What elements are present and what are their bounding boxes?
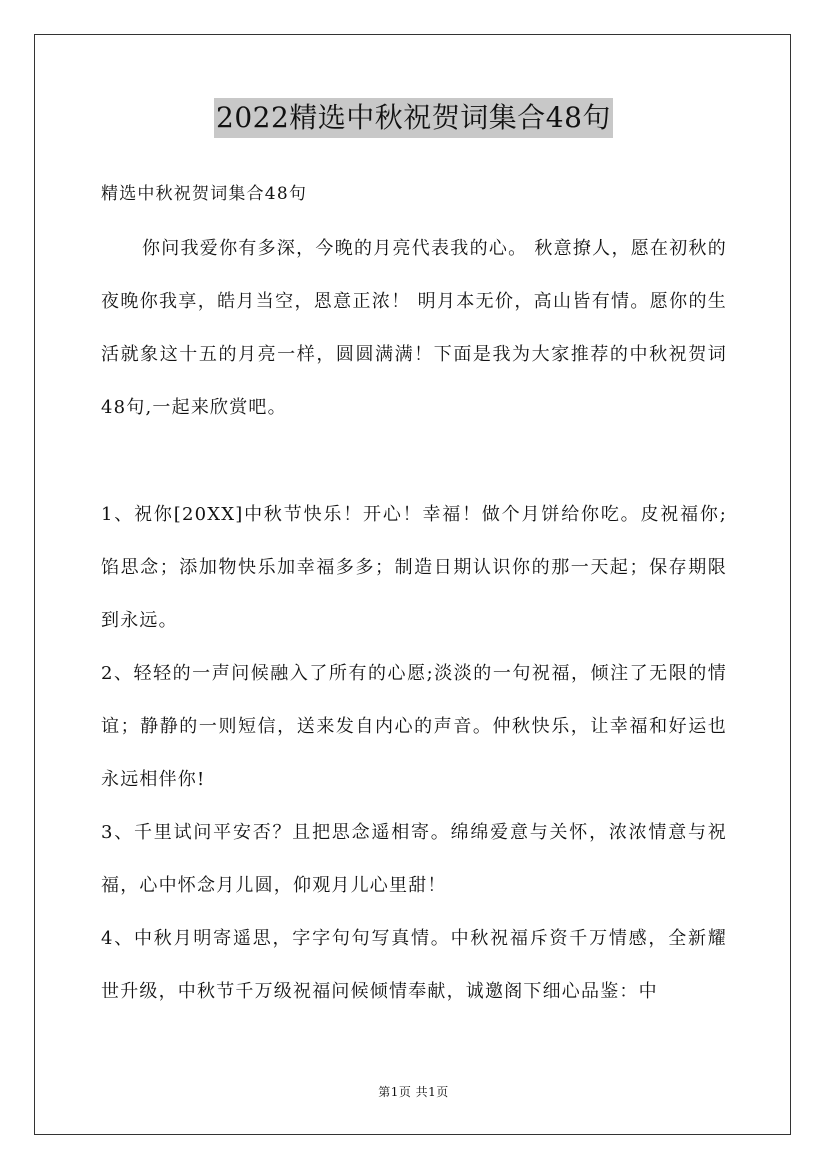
document-title: 2022精选中秋祝贺词集合48句 xyxy=(214,98,613,138)
greeting-item-1: 1、祝你[20XX]中秋节快乐！开心！幸福！做个月饼给你吃。皮祝福你;馅思念；添加物快乐加幸福多多；制造日期认识你的那一天起；保存期限到永远。 xyxy=(101,504,727,631)
page-footer: 第1页 共1页 xyxy=(378,1085,449,1099)
greeting-item-4: 4、中秋月明寄遥思，字字句句写真情。中秋祝福斥资千万情感，全新耀世升级，中秋节千万级祝福问候倾情奉献，诚邀阁下细心品鉴：中 xyxy=(101,928,727,1002)
title-container xyxy=(0,98,827,138)
paragraph-gap xyxy=(101,434,727,488)
greeting-item-3: 3、千里试问平安否？且把思念遥相寄。绵绵爱意与关怀，浓浓情意与祝福，心中怀念月儿圆，仰观月儿心里甜！ xyxy=(101,822,727,896)
document-body xyxy=(101,170,727,1018)
document-subtitle: 精选中秋祝贺词集合48句 xyxy=(101,184,308,204)
greeting-item-2: 2、轻轻的一声问候融入了所有的心愿;淡淡的一句祝福，倾注了无限的情谊；静静的一则短信，送来发自内心的声音。仲秋快乐，让幸福和好运也永远相伴你! xyxy=(101,663,727,790)
intro-paragraph: 你问我爱你有多深，今晚的月亮代表我的心。 秋意撩人，愿在初秋的夜晚你我享，皓月当空，恩意正浓！ 明月本无价，高山皆有情。愿你的生活就象这十五的月亮一样，圆圆满满！下面是我为大家推荐的中秋祝贺词48句,一起来欣赏吧。 xyxy=(101,238,727,418)
